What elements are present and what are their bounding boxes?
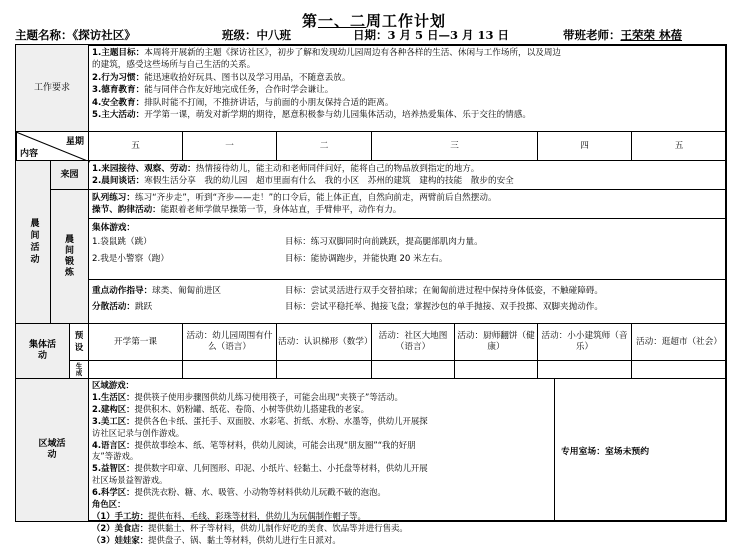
- focus-head: 重点动作指导：: [92, 286, 153, 296]
- arrival-content: [88, 160, 727, 190]
- area-line: [92, 440, 551, 452]
- area-line: [92, 475, 551, 487]
- drill-text: 能跟着老师学做早操第一节，身体站直，手臂伸平，动作有力。: [160, 205, 402, 216]
- req-head: 4.安全教育：: [92, 97, 145, 108]
- teacher-label: 带班老师：: [563, 28, 621, 42]
- collective-cell: 活动：社区大地图（语言）: [371, 323, 455, 361]
- area-line: [92, 487, 551, 499]
- generated-cell: [537, 360, 632, 379]
- req-line: [92, 109, 723, 121]
- arrival-label: [50, 160, 89, 190]
- class-name: 班级：中八班: [222, 28, 291, 42]
- plan-table: [15, 44, 727, 545]
- req-text: 能迅速收拾好玩具、图书以及学习用品，不随意丢放。: [144, 72, 351, 83]
- req-line: [92, 84, 723, 96]
- arrival-label-text: 来园: [60, 169, 79, 180]
- area-head: 2.建构区：: [92, 403, 135, 414]
- area-text: 提供各色卡纸、蛋托手、双面胶、水彩笔、折纸、水粉、水墨等，供幼儿开展探: [134, 415, 428, 426]
- area-head: 5.益智区：: [92, 463, 135, 474]
- teacher-info: [563, 27, 682, 43]
- preset-label-text: 预设: [74, 331, 84, 353]
- game-name: 1.袋鼠跳（跳）: [92, 237, 152, 248]
- exercise-drills: [88, 189, 727, 219]
- title-weeks: 一、二: [317, 12, 366, 30]
- role-text: 提供盘子、锅、黏土等材料，供幼儿进行生日派对。: [148, 534, 341, 545]
- group-head: 分散活动：: [92, 302, 135, 312]
- games-head: 集体游戏：: [92, 223, 135, 233]
- area-line: [92, 428, 551, 440]
- content-label: 内容: [20, 149, 39, 159]
- collective-cell: 活动：幼儿园周围有什么（语言）: [182, 323, 277, 361]
- exercise-label: [50, 189, 89, 324]
- req-head: 5.主大活动：: [92, 110, 145, 121]
- req-line: [92, 47, 723, 59]
- role-text: 提供黏土、杯子等材料，供幼儿制作好吃的美食、饮品等并进行售卖。: [148, 522, 408, 533]
- area-line: [92, 392, 551, 404]
- req-head: 3.德育教育：: [92, 85, 145, 96]
- role-head: （1）手工坊：: [92, 510, 149, 521]
- collective-cell: 活动：厨师翻饼（健康）: [454, 323, 538, 361]
- area-head: 4.语言区：: [92, 439, 135, 450]
- area-head: 1.生活区：: [92, 391, 135, 402]
- collective-cell: 活动：逛超市（社会）: [631, 323, 727, 361]
- drill-head: 队列练习：: [92, 193, 135, 203]
- arrival-line: [92, 163, 723, 175]
- day-header: 二: [276, 131, 372, 161]
- day-header: 五: [88, 131, 183, 161]
- arrival-head: 2.晨间谈话：: [92, 176, 145, 187]
- req-text: 开学第一课，萌发对新学期的期待，愿意积极参与幼儿园集体活动，培养热爱集体、乐于交往的情感。: [144, 110, 531, 121]
- req-head: 2.行为习惯：: [92, 72, 145, 83]
- arrival-text: 寒假生活分享 我的幼儿园 超市里面有什么 我的小区 苏州的建筑 建构的技能 散步的安全: [144, 176, 514, 187]
- role-line: [92, 535, 551, 547]
- morning-activity-label: [15, 160, 51, 324]
- area-title: 区域游戏：: [92, 380, 134, 390]
- generated-cell: [88, 360, 183, 379]
- morning-activity-label-text: 晨间活动: [28, 218, 39, 266]
- focus-row: [92, 283, 723, 299]
- focus-goal: 目标：尝试灵活进行双手交替拍球；在匍匐前进过程中保持身体低姿，不触碰障碍。: [285, 286, 603, 296]
- work-requirements-label-text: 工作要求: [33, 82, 70, 93]
- day-header: 一: [182, 131, 277, 161]
- group-row: [92, 299, 723, 315]
- day-header: 五: [631, 131, 727, 161]
- game-goal: 目标：练习双脚同时向前跳跃，提高腿部肌肉力量。: [285, 237, 483, 248]
- arrival-line: [92, 175, 723, 187]
- teacher-names: 王荣荣 林蓓: [620, 28, 683, 42]
- title-prefix: 第: [301, 12, 318, 30]
- area-line: [92, 451, 551, 463]
- game-name: 2.我是小警察（跑）: [92, 254, 169, 265]
- collective-games: [88, 218, 727, 280]
- generated-label: [69, 360, 89, 379]
- title-suffix: 周工作计划: [366, 12, 447, 30]
- req-text: 能与同伴合作友好地完成任务，合作时学会谦让。: [144, 85, 334, 96]
- role-line: [92, 523, 551, 535]
- group-goal: 目标：尝试平稳托举、抛接飞盘；掌握沙包的单手抛接、双手投掷、双脚夹抛动作。: [285, 302, 603, 312]
- area-head: 6.科学区：: [92, 487, 135, 498]
- special-room-value: 室场未预约: [605, 446, 649, 457]
- role-line: [92, 511, 551, 523]
- arrival-text: 热情接待幼儿，能主动和老师同伴问好，能将自己的物品放到指定的地方。: [195, 164, 480, 174]
- theme-name: 主题名称：《探访社区》: [15, 28, 136, 42]
- area-text: 友”等游戏。: [92, 451, 139, 462]
- area-activity-label-text: 区域活动: [38, 439, 66, 460]
- focus-text: 球类、匍匐前进区: [152, 286, 221, 296]
- game-row: [92, 234, 723, 251]
- area-text: 提供筷子使用步骤图供幼儿练习使用筷子，可能会出现“夹筷子”等活动。: [134, 391, 403, 402]
- area-games-content: [88, 378, 555, 545]
- arrival-head: 1.来园接待、观察、劳动：: [92, 164, 196, 174]
- collective-activity-label: [15, 323, 70, 379]
- drill-head: 操节、韵律活动：: [92, 205, 161, 216]
- drill-line: [92, 192, 723, 204]
- req-text: 排队时能不打闹，不推挤讲话，与前面的小朋友保持合适的距离。: [144, 97, 394, 108]
- req-line: [92, 59, 723, 71]
- area-line: [92, 463, 551, 475]
- special-room-cell: [554, 378, 727, 522]
- generated-cell: [182, 360, 277, 379]
- generated-cell: [631, 360, 727, 379]
- week-header-corner: [15, 131, 89, 161]
- group-text: 跳跃: [134, 302, 153, 312]
- collective-activity-label-text: 集体活动: [28, 340, 56, 361]
- collective-cell: 活动：认识梯形（数学）: [276, 323, 372, 361]
- role-text: 提供布料、毛线、彩珠等材料，供幼儿为玩偶制作帽子等。: [148, 510, 366, 521]
- generated-cell: [371, 360, 455, 379]
- day-header: 四: [537, 131, 632, 161]
- roles-title: 角色区：: [92, 499, 126, 510]
- area-text: 社区场景益智游戏。: [92, 475, 168, 486]
- area-text: 访社区记录与创作游戏。: [92, 427, 185, 438]
- req-text: 本周将开展新的主题《探访社区》，初步了解和发现幼儿园周边有各种各样的生活、休闲与工作场所，以及周边: [144, 48, 562, 58]
- area-activity-label: [15, 378, 89, 522]
- area-line: [92, 404, 551, 416]
- generated-cell: [276, 360, 372, 379]
- generated-cell: [454, 360, 538, 379]
- week-label: 星期: [65, 137, 84, 147]
- game-row: [92, 251, 723, 268]
- req-line: [92, 72, 723, 84]
- game-goal: 目标：能协调跑步，并能快跑 20 米左右。: [285, 254, 448, 265]
- special-room-label: 专用室场：: [561, 446, 605, 457]
- preset-label: [69, 323, 89, 361]
- area-text: 提供洗衣粉、糖、水、吸管、小动物等材料供幼儿玩戳不破的泡泡。: [134, 487, 386, 498]
- generated-label-text: 生成: [75, 361, 83, 377]
- exercise-label-text: 晨间锻炼: [64, 234, 74, 278]
- work-requirements-content: [88, 44, 727, 132]
- date-range: 日期：3 月 5 日—3 月 13 日: [353, 28, 510, 42]
- work-requirements-label: [15, 44, 89, 132]
- area-text: 提供故事绘本、纸、笔等材料，供幼儿阅读，可能会出现“朋友圈”“我的好朋: [134, 439, 416, 450]
- role-head: （2）美食店：: [92, 522, 149, 533]
- req-line: [92, 97, 723, 109]
- drill-text: 练习“齐步走”，听到“齐步——走！”的口令后，能上体正直，自然向前走，两臂前后自然摆动。: [134, 193, 497, 203]
- req-head: 1.主题目标：: [92, 48, 145, 58]
- area-line: [92, 416, 551, 428]
- area-head: 3.美工区：: [92, 415, 135, 426]
- drill-line: [92, 204, 723, 216]
- day-header: 三: [371, 131, 538, 161]
- req-text: 的建筑，感受这些场所与自己生活的关系。: [92, 60, 256, 71]
- role-head: （3）娃娃家：: [92, 534, 149, 545]
- collective-cell: 开学第一课: [88, 323, 183, 361]
- area-text: 提供数字印章、几何图形、印泥、小纸片、轻黏土、小托盘等材料，供幼儿开展: [134, 463, 428, 474]
- focus-guidance: [88, 279, 727, 324]
- collective-cell: 活动：小小建筑师（音乐）: [537, 323, 632, 361]
- area-text: 提供积木、奶粉罐、纸花、卷筒、小树等供幼儿搭建我的老家。: [134, 403, 370, 414]
